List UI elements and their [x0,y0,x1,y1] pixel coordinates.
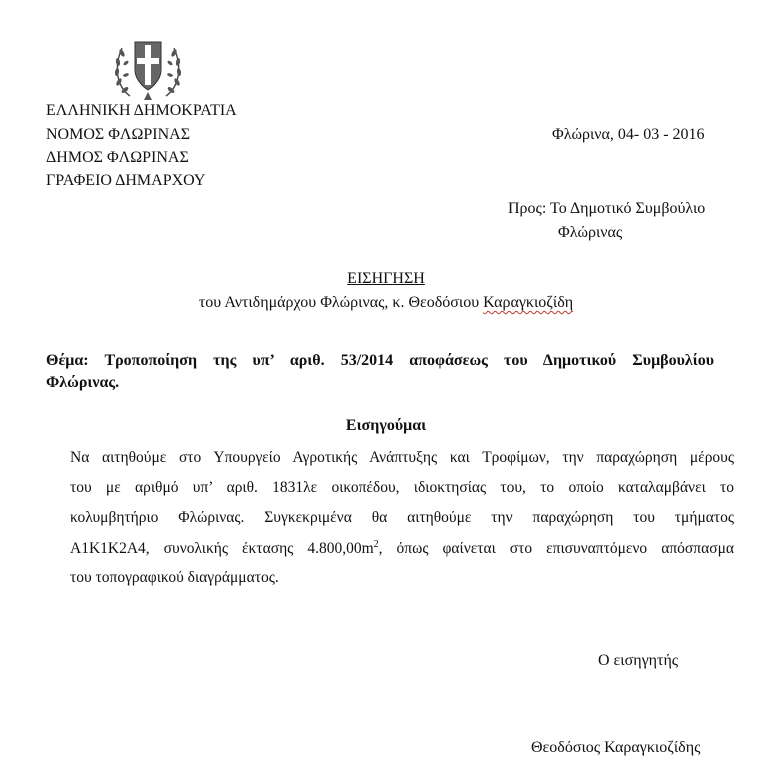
header-line-3: ΔΗΜΟΣ ΦΛΩΡΙΝΑΣ [46,149,189,166]
recipient-line-2: Φλώρινας [558,224,623,241]
document-date: Φλώρινα, 04- 03 - 2016 [552,126,705,143]
report-subtitle [0,294,772,312]
report-subtitle-name: Καραγκιοζίδη [483,294,574,311]
greek-coat-of-arms-icon [110,30,186,104]
signature-role: Ο εισηγητής [598,652,679,669]
report-title: ΕΙΣΗΓΗΣΗ [347,270,425,287]
header-line-1: ΕΛΛΗΝΙΚΗ ΔΗΜΟΚΡΑΤΙΑ [46,102,237,119]
signature-name: Θεοδόσιος Καραγκιοζίδης [531,739,701,756]
header-line-2: ΝΟΜΟΣ ΦΛΩΡΙΝΑΣ [46,126,191,143]
proposal-line-4-sup: 2 [373,539,379,550]
proposal-heading: Εισηγούμαι [345,417,427,434]
recipient-line-1: Προς: Το Δημοτικό Συμβούλιο [508,200,706,217]
proposal-line-4-prefix: Α1Κ1Κ2Α4, συνολικής έκτασης 4.800,00m [70,540,374,558]
subject-line-1: Θέμα: Τροποποίηση της υπ’ αριθ. 53/2014 αποφάσεως του Δημοτικού Συμβουλίου [46,352,714,369]
proposal-line-3: κολυμβητήριο Φλώρινας. Συγκεκριμένα θα αιτηθούμε την παραχώρηση του τμήματος [70,509,734,526]
proposal-line-1: Να αιτηθούμε στο Υπουργείο Αγροτικής Ανάπτυξης και Τροφίμων, την παραχώρηση μέρους [70,449,734,466]
proposal-line-4 [70,539,734,558]
proposal-line-5: του τοπογραφικού διαγράμματος. [70,569,279,586]
header-line-4: ΓΡΑΦΕΙΟ ΔΗΜΑΡΧΟΥ [46,172,206,189]
proposal-line-4-suffix: , όπως φαίνεται στο επισυναπτόμενο απόσπασμα [378,540,734,558]
proposal-line-2: του με αριθμό υπ’ αριθ. 1831λε οικοπέδου, ιδιοκτησίας του, το οποίο καταλαμβάνει το [70,479,734,496]
report-subtitle-prefix: του Αντιδημάρχου Φλώρινας, κ. Θεοδόσιου [198,294,484,311]
subject-line-2: Φλώρινας. [46,374,120,391]
